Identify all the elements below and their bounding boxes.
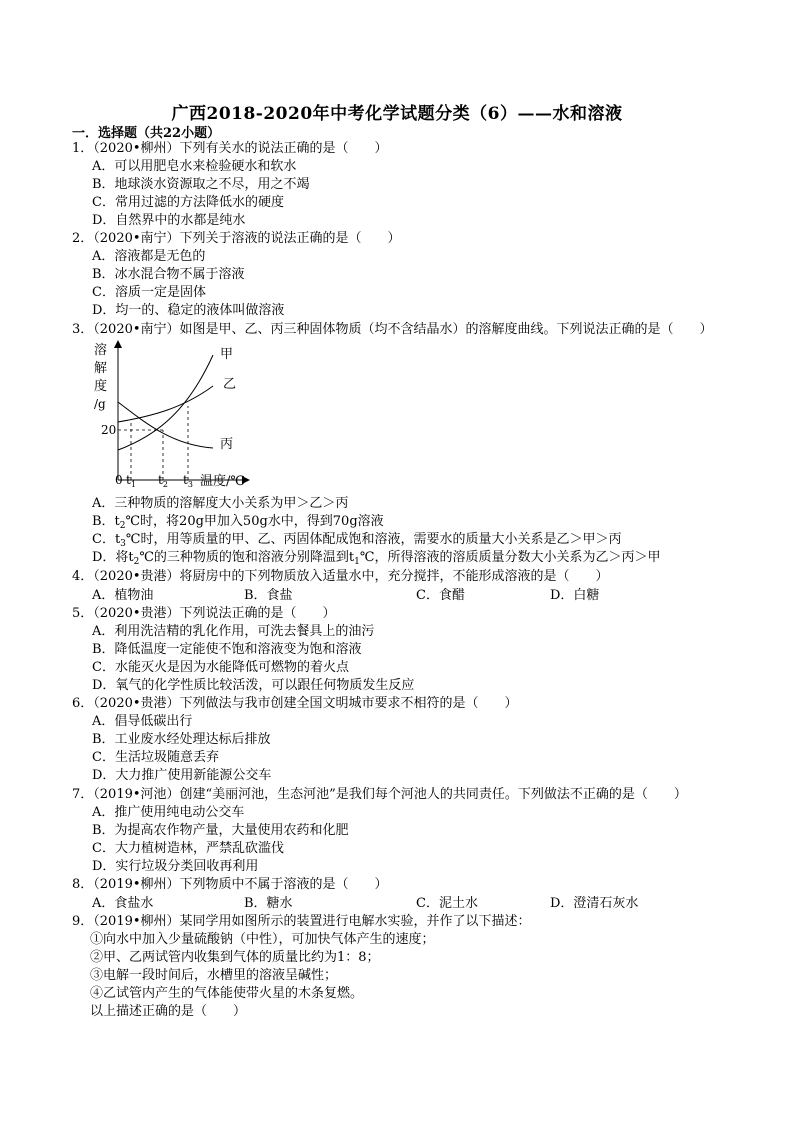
question-1-stem: 1．（2020•柳州）下列有关水的说法正确的是（ ） xyxy=(72,141,388,156)
question-5-option-b[interactable]: B．降低温度一定能使不饱和溶液变为饱和溶液 xyxy=(92,642,362,657)
question-1-option-b[interactable]: B．地球淡水资源取之不尽，用之不竭 xyxy=(92,177,310,192)
x-tick-t3: $t_3$ xyxy=(183,473,193,489)
q3d-sub: 2 xyxy=(133,557,140,567)
y-axis-label-3: 度 xyxy=(94,379,108,394)
question-3-option-c[interactable] xyxy=(92,531,621,548)
y-tick-20: 20 xyxy=(101,423,117,437)
curve-bing xyxy=(118,402,213,448)
question-8-options xyxy=(92,895,638,912)
y-axis-label-1: 溶 xyxy=(94,343,108,358)
question-9-stem: 9．（2019•柳州）某同学用如图所示的装置进行电解水实验，并作了以下描述： xyxy=(72,914,531,929)
question-2-option-b[interactable]: B．冰水混合物不属于溶液 xyxy=(92,267,245,282)
q3d-mid: ℃的三种物质的饱和溶液分别降温到t xyxy=(139,550,355,565)
question-6-stem: 6．（2020•贵港）下列做法与我市创建全国文明城市要求不相符的是（ ） xyxy=(72,696,518,711)
question-6-option-d[interactable]: D．大力推广使用新能源公交车 xyxy=(92,768,272,783)
series-label-jia: 甲 xyxy=(220,347,234,362)
question-7-option-d[interactable]: D．实行垃圾分类回收再利用 xyxy=(92,859,259,874)
question-9-statement-4: ④乙试管内产生的气体能使带火星的木条复燃。 xyxy=(90,986,364,1001)
question-3-option-a[interactable]: A．三种物质的溶解度大小关系为甲＞乙＞丙 xyxy=(92,496,349,511)
question-8-option-d[interactable]: D．澄清石灰水 xyxy=(550,896,639,911)
q3c-sub: 3 xyxy=(120,539,126,549)
question-1-option-c[interactable]: C．常用过滤的方法降低水的硬度 xyxy=(92,195,284,210)
q3c-post: ℃时，用等质量的甲、乙、丙固体配成饱和溶液，需要水的质量大小关系是乙＞甲＞丙 xyxy=(125,532,622,547)
y-axis-label-4: /g xyxy=(94,397,106,411)
q3d-sub2: 1 xyxy=(354,557,360,567)
question-7-option-c[interactable]: C．大力植树造林，严禁乱砍滥伐 xyxy=(92,841,284,856)
q3d-pre: D．将t xyxy=(92,550,134,565)
question-5-option-a[interactable]: A．利用洗洁精的乳化作用，可洗去餐具上的油污 xyxy=(92,624,375,639)
question-5-option-d[interactable]: D．氧气的化学性质比较活泼，可以跟任何物质发生反应 xyxy=(92,678,415,693)
question-9-prompt: 以上描述正确的是（ ） xyxy=(90,1004,247,1019)
question-8-option-a[interactable]: A．食盐水 xyxy=(92,896,154,911)
question-2-option-c[interactable]: C．溶质一定是固体 xyxy=(92,285,206,300)
question-4-option-d[interactable]: D．白糖 xyxy=(550,588,600,603)
question-6-option-c[interactable]: C．生活垃圾随意丢弃 xyxy=(92,750,219,765)
question-4-stem: 4．（2020•贵港）将厨房中的下列物质放入适量水中，充分搅拌，不能形成溶液的是（ ） xyxy=(72,569,609,584)
question-9-statement-3: ③电解一段时间后，水槽里的溶液呈碱性； xyxy=(90,968,338,983)
x-tick-t1: $t_1$ xyxy=(126,473,136,489)
question-1-option-a[interactable]: A．可以用肥皂水来检验硬水和软水 xyxy=(92,159,297,174)
question-2-option-d[interactable]: D．均一的、稳定的液体叫做溶液 xyxy=(92,303,285,318)
x-axis-label: 温度/℃ xyxy=(200,474,245,489)
series-label-bing: 丙 xyxy=(220,437,234,452)
question-8-option-c[interactable]: C．泥土水 xyxy=(416,896,478,911)
question-3-option-b[interactable] xyxy=(92,513,384,530)
question-7-option-a[interactable]: A．推广使用纯电动公交车 xyxy=(92,805,245,820)
section-heading: 一．选择题（共22小题） xyxy=(72,126,221,141)
q3b-post: ℃时，将20g甲加入50g水中，得到70g溶液 xyxy=(125,514,384,529)
q3b-pre: B．t xyxy=(92,514,120,529)
question-4-option-c[interactable]: C．食醋 xyxy=(416,588,465,603)
question-7-option-b[interactable]: B．为提高农作物产量，大量使用农药和化肥 xyxy=(92,823,349,838)
curve-yi xyxy=(118,386,213,422)
page-title: 广西2018-2020年中考化学试题分类（6）——水和溶液 xyxy=(171,104,623,124)
question-2-stem: 2．（2020•南宁）下列关于溶液的说法正确的是（ ） xyxy=(72,231,401,246)
question-8-option-b[interactable]: B．糖水 xyxy=(244,896,293,911)
question-4-option-a[interactable]: A．植物油 xyxy=(92,588,154,603)
x-tick-t2: $t_2$ xyxy=(158,473,168,489)
question-4-option-b[interactable]: B．食盐 xyxy=(244,588,293,603)
question-3-option-d[interactable] xyxy=(92,549,660,566)
question-1-option-d[interactable]: D．自然界中的水都是纯水 xyxy=(92,213,246,228)
question-5-stem: 5．（2020•贵港）下列说法正确的是（ ） xyxy=(72,606,336,621)
question-9-statement-1: ①向水中加入少量硫酸钠（中性），可加快气体产生的速度； xyxy=(90,932,435,947)
y-axis-label-2: 解 xyxy=(94,361,108,376)
question-6-option-b[interactable]: B．工业废水经处理达标后排放 xyxy=(92,732,271,747)
series-label-yi: 乙 xyxy=(223,377,237,392)
q3c-pre: C．t xyxy=(92,532,121,547)
question-4-options xyxy=(92,587,599,604)
question-2-option-a[interactable]: A．溶液都是无色的 xyxy=(92,249,206,264)
question-9-statement-2: ②甲、乙两试管内收集到气体的质量比约为1：8； xyxy=(90,950,380,965)
solubility-curve-chart xyxy=(88,340,268,490)
question-8-stem: 8．（2019•柳州）下列物质中不属于溶液的是（ ） xyxy=(72,877,388,892)
curve-jia xyxy=(118,355,213,450)
question-7-stem: 7．（2019•河池）创建“美丽河池，生态河池”是我们每个河池人的共同责任。下列做法不正确的是（ ） xyxy=(72,787,687,802)
q3b-sub: 2 xyxy=(119,521,126,531)
q3d-post: ℃，所得溶液的溶质质量分数大小关系为乙＞丙＞甲 xyxy=(359,550,661,565)
question-6-option-a[interactable]: A．倡导低碳出行 xyxy=(92,714,193,729)
question-5-option-c[interactable]: C．水能灭火是因为水能降低可燃物的着火点 xyxy=(92,660,349,675)
origin-label: 0 xyxy=(115,473,123,487)
question-3-stem: 3．（2020•南宁）如图是甲、乙、丙三种固体物质（均不含结晶水）的溶解度曲线。下列说法正确的是（ ） xyxy=(72,322,713,337)
